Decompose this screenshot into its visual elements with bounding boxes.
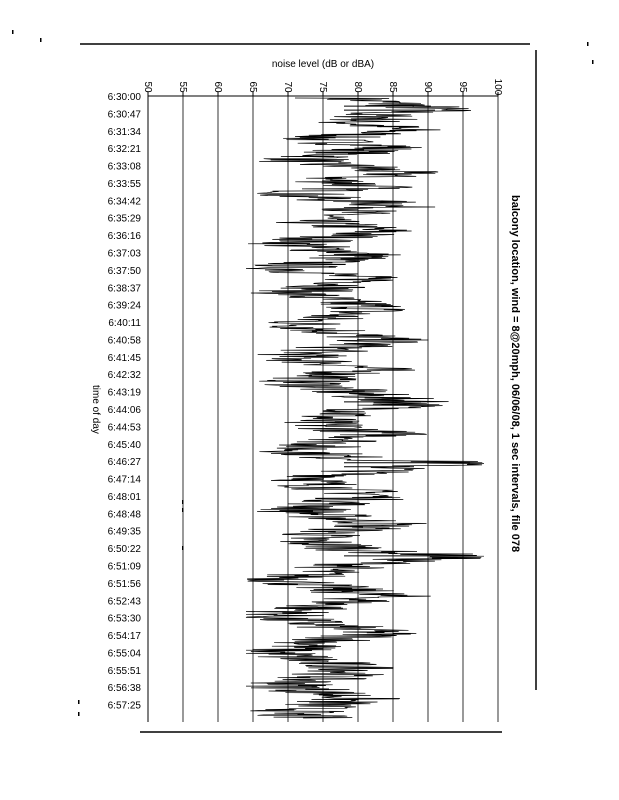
value-tick-label: 60	[212, 81, 223, 93]
scan-mark	[78, 700, 80, 704]
time-tick-label: 6:34:42	[107, 196, 141, 208]
time-tick-label: 6:52:43	[107, 596, 141, 608]
plot-frame	[80, 44, 536, 732]
time-tick-label: 6:31:34	[107, 126, 141, 138]
time-tick-label: 6:33:55	[107, 178, 141, 190]
value-tick-label: 55	[177, 81, 188, 93]
scan-mark	[182, 546, 184, 550]
time-tick-label: 6:43:19	[107, 387, 141, 399]
time-tick-label: 6:39:24	[107, 300, 141, 312]
time-tick-label: 6:48:01	[107, 491, 141, 503]
time-tick-label: 6:37:50	[107, 265, 141, 277]
time-tick-label: 6:55:51	[107, 665, 141, 677]
time-tick-label: 6:40:11	[108, 318, 141, 330]
time-tick-label: 6:44:53	[107, 422, 141, 434]
time-tick-label: 6:37:03	[107, 248, 141, 260]
scan-mark	[40, 38, 42, 42]
scan-mark	[12, 30, 14, 34]
time-tick-label: 6:44:06	[107, 405, 141, 416]
time-tick-label: 6:48:48	[107, 509, 141, 521]
time-tick-label: 6:36:16	[107, 231, 141, 243]
value-tick-label: 80	[352, 81, 363, 93]
series-group	[246, 98, 484, 718]
time-tick-label: 6:42:32	[107, 370, 141, 382]
time-tick-label: 6:54:17	[107, 631, 141, 643]
value-tick-label: 85	[387, 81, 398, 93]
scan-mark	[587, 42, 589, 46]
value-tick-label: 70	[282, 81, 293, 93]
time-tick-label: 6:57:25	[107, 700, 141, 712]
time-tick-label: 6:50:22	[107, 544, 141, 556]
time-tick-label: 6:51:56	[107, 578, 141, 590]
series-line	[246, 98, 484, 718]
time-tick-label: 6:49:35	[107, 526, 141, 538]
time-tick-labels	[108, 92, 142, 712]
time-tick-label: 6:46:27	[107, 457, 141, 469]
time-tick-label: 6:47:14	[107, 474, 141, 486]
time-tick-label: 6:30:47	[107, 109, 141, 121]
time-tick-label: 6:41:45	[107, 352, 141, 364]
time-tick-label: 6:33:08	[107, 161, 141, 173]
value-tick-label: 100	[492, 78, 503, 96]
time-tick-label: 6:30:00	[107, 92, 141, 103]
time-tick-label: 6:35:29	[107, 213, 141, 225]
time-tick-label: 6:40:58	[107, 335, 141, 347]
value-axis-label: noise level (dB or dBA)	[271, 59, 375, 70]
value-tick-label: 90	[422, 81, 433, 93]
value-tick-label: 50	[142, 81, 153, 93]
time-tick-label: 6:53:30	[107, 613, 141, 625]
time-tick-label: 6:51:09	[107, 561, 141, 573]
time-tick-label: 6:38:37	[107, 283, 141, 295]
time-tick-label: 6:56:38	[107, 683, 141, 695]
scan-mark	[592, 60, 594, 64]
time-axis-label: time of day	[90, 385, 101, 434]
chart-title: balcony location, wind = 8@20mph, 06/06/08, 1 sec intervals, file 078	[509, 195, 521, 553]
time-tick-label: 6:55:04	[107, 648, 141, 660]
value-tick-label: 65	[247, 81, 258, 93]
value-tick-label: 75	[317, 81, 328, 93]
time-tick-label: 6:45:40	[107, 439, 141, 451]
scan-mark	[182, 500, 184, 504]
scan-mark	[182, 508, 184, 512]
time-tick-label: 6:32:21	[107, 144, 141, 156]
scan-mark	[78, 712, 80, 716]
value-tick-label: 95	[457, 81, 468, 93]
